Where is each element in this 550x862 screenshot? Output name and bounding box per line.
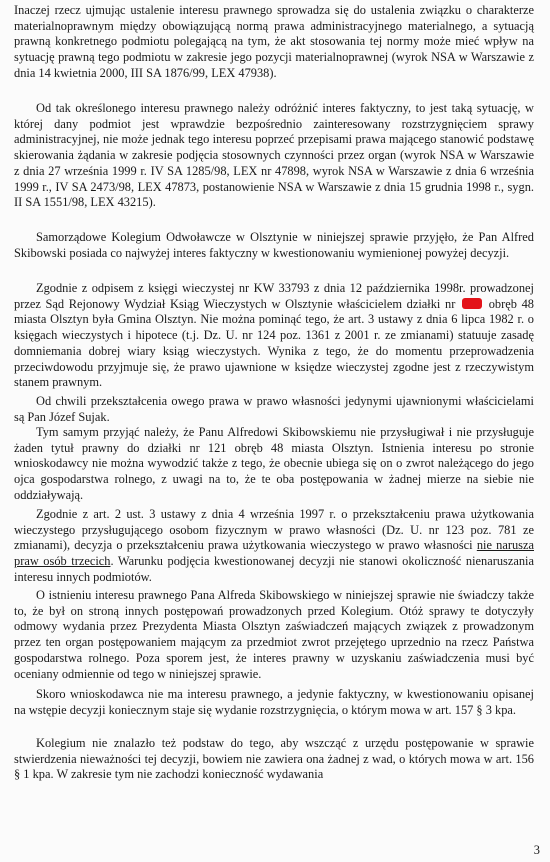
paragraph-6: Tym samym przyjąć należy, że Panu Alfredowi Skibowskiemu nie przysługiwał i nie przysługuje żaden tytuł prawny do działki nr 121 obręb 48 miasta Olsztyn. Istnienia interesu po stronie wnioskodawcy nie można wywodzić także z tego, że obecnie ubiega się on o zwrot należącego do jego ojca gospodarstwa rolnego, z uwagi na to, że te oba postępowania w żadnej mierze na siebie nie oddziaływają. — [14, 425, 534, 502]
paragraph-8: O istnieniu interesu prawnego Pana Alfreda Skibowskiego w niniejszej sprawie nie świadczy także to, że był on stroną innych postępowań prowadzonych przed Kolegium. Otóż sprawy te dotyczyły odmowy wydania przez Prezydenta Miasta Olsztyn zaświadczeń mających związek z prowadzonym przez ten organ postępowaniem mającym za przedmiot zwrot przejętego uprzednio na rzecz Państwa gospodarstwa rolnego. Poza sporem jest, że interes prawny w uzyskaniu zaświadczenia musi być oceniany odmiennie od tego w niniejszej sprawie. — [14, 588, 534, 681]
paragraph-1: Inaczej rzecz ujmując ustalenie interesu prawnego sprowadza się do ustalenia związku o charakterze materialnoprawnym między obowiązującą normą prawa administracyjnego materialnego, a sytuacją prawną konkretnego podmiotu polegającą na tym, że akt stosowania tej normy może mieć wpływ na sytuację prawną tego podmiotu w zakresie jego pozycji materialnoprawnej (wyrok NSA w Warszawie z dnia 14 kwietnia 2000, III SA 1876/99, LEX 47938). — [14, 3, 534, 80]
paragraph-4-start: Zgodnie z odpisem z księgi wieczystej nr KW 33793 z dnia 12 października 1998r. prowadzonej przez Sąd Rejonowy Wydział Ksiąg Wieczystych w Olsztynie właścicielem działki nr — [14, 281, 534, 311]
paragraph-10: Kolegium nie znalazło też podstaw do tego, aby wszcząć z urzędu postępowanie w sprawie stwierdzenia nieważności tej decyzji, bowiem nie zawiera ona żadnej z wad, o których mowa w art. 156 § 1 kpa. W zakresie tym nie zachodzi konieczność wydawania — [14, 736, 534, 782]
paragraph-7-start: Zgodnie z art. 2 ust. 3 ustawy z dnia 4 września 1997 r. o przekształceniu prawa użytkowania wieczystego przysługującego osobom fizycznym w prawo własności (Dz. U. nr 123 poz. 781 ze zmianami), decyzja o przekształceniu prawa użytkowania wieczystego w prawo własności — [14, 507, 534, 553]
paragraph-4-end: obręb 48 miasta Olsztyn była Gmina Olsztyn. Nie można pominąć tego, że art. 3 ustawy z dnia 6 lipca 1982 r. o księgach wieczystych i hipotece (t.j. Dz. U. nr 124 poz. 1361 z 2001 r. ze zmianami) statuuje zasadę domniemania dobrej wiary ksiąg wieczystych. Wynika z tego, że do momentu przeprowadzenia przeciwdowodu przyjmuje się, że prawo ujawnione w księdze wieczystej zgodne jest z rzeczywistym stanem prawnym. — [14, 296, 534, 390]
paragraph-9: Skoro wnioskodawca nie ma interesu prawnego, a jedynie faktyczny, w kwestionowaniu opisanej na wstępie decyzji koniecznym staje się wydanie rozstrzygnięcia, o którym mowa w art. 157 § 3 kpa. — [14, 687, 534, 717]
paragraph-5: Od chwili przekształcenia owego prawa w prawo własności jedynymi ujawnionymi właścicielami są Pan Józef Sujak. — [14, 394, 534, 424]
paragraph-7 — [14, 507, 534, 586]
redaction-mark — [462, 298, 482, 309]
paragraph-3: Samorządowe Kolegium Odwoławcze w Olsztynie w niniejszej sprawie przyjęło, że Pan Alfred Skibowski posiada co najwyżej interes faktyczny w kwestionowaniu wymienionej powyżej decyzji. — [14, 230, 534, 260]
paragraph-2: Od tak określonego interesu prawnego należy odróżnić interes faktyczny, to jest taką sytuację, w której dany podmiot jest wprawdzie bezpośrednio zainteresowany rozstrzygnięciem sprawy administracyjnej, nie może jednak tego interesu poprzeć przepisami prawa mającego stanowić podstawę skierowania żądania w zakresie podjęcia stosownych czynności przez organ (wyrok NSA w Warszawie z dnia 27 września 1999 r. IV SA 1285/98, LEX nr 47898, wyrok NSA w Warszawie z dnia 6 września 1999 r., IV SA 2473/98, LEX 47873, postanowienie NSA w Warszawie z dnia 15 grudnia 1998 r., sygn. II SA 1551/98, LEX 43215). — [14, 101, 534, 210]
paragraph-7-end: . Warunku podjęcia kwestionowanej decyzji nie stanowi okoliczność nienaruszania interesu innych podmiotów. — [14, 554, 534, 584]
page-number: 3 — [533, 843, 540, 857]
paragraph-4 — [14, 281, 534, 391]
underlined-phrase: nie narusza praw osób trzecich — [14, 538, 534, 569]
